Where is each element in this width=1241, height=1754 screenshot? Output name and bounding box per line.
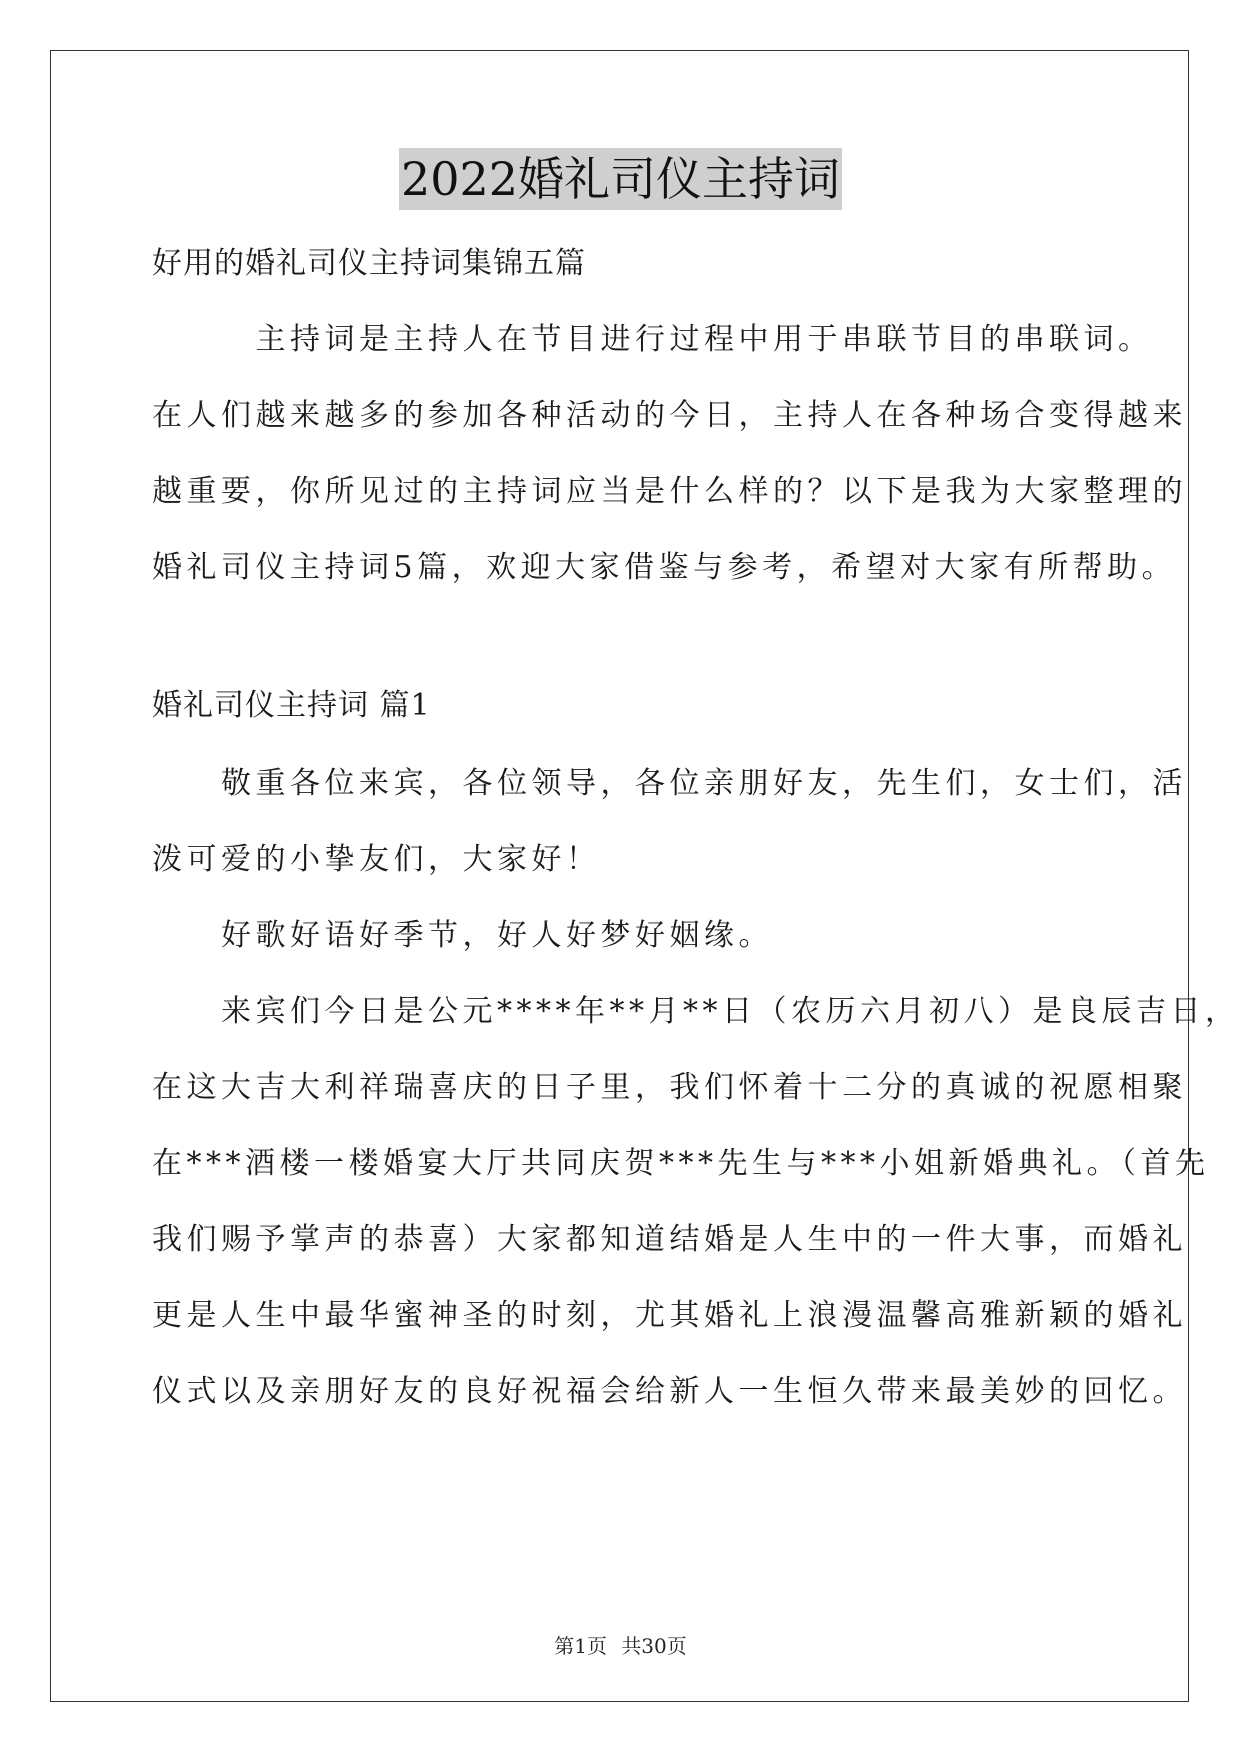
body-line: 好歌好语好季节，好人好梦好姻缘。	[152, 918, 773, 953]
page-footer	[0, 1630, 1241, 1659]
body-line: 我们赐予掌声的恭喜）大家都知道结婚是人生中的一件大事，而婚礼	[152, 1222, 1187, 1257]
body-line: 来宾们今日是公元****年**月**日（农历六月初八）是良辰吉日，	[152, 994, 1240, 1029]
title-container	[0, 148, 1241, 210]
intro-line: 主持词是主持人在节目进行过程中用于串联节目的串联词。	[152, 322, 1153, 357]
body-line: 在***酒楼一楼婚宴大厅共同庆贺***先生与***小姐新婚典礼。（首先	[152, 1146, 1210, 1181]
document-subtitle: 好用的婚礼司仪主持词集锦五篇	[152, 246, 586, 281]
body-line: 更是人生中最华蜜神圣的时刻，尤其婚礼上浪漫温馨高雅新颖的婚礼	[152, 1298, 1187, 1333]
document-title: 2022婚礼司仪主持词	[399, 148, 842, 210]
body-line: 在这大吉大利祥瑞喜庆的日子里，我们怀着十二分的真诚的祝愿相聚	[152, 1070, 1187, 1105]
page-number: 第1页	[554, 1634, 607, 1658]
intro-line: 越重要，你所见过的主持词应当是什么样的？以下是我为大家整理的	[152, 474, 1187, 509]
body-line: 仪式以及亲朋好友的良好祝福会给新人一生恒久带来最美妙的回忆。	[152, 1374, 1187, 1409]
section-heading: 婚礼司仪主持词 篇1	[152, 688, 431, 723]
page-total: 共30页	[621, 1634, 687, 1658]
body-line: 泼可爱的小挚友们，大家好！	[152, 842, 601, 877]
intro-line: 在人们越来越多的参加各种活动的今日，主持人在各种场合变得越来	[152, 398, 1187, 433]
body-line: 敬重各位来宾，各位领导，各位亲朋好友，先生们，女士们，活	[152, 766, 1187, 801]
intro-line: 婚礼司仪主持词5篇，欢迎大家借鉴与参考，希望对大家有所帮助。	[152, 550, 1177, 585]
